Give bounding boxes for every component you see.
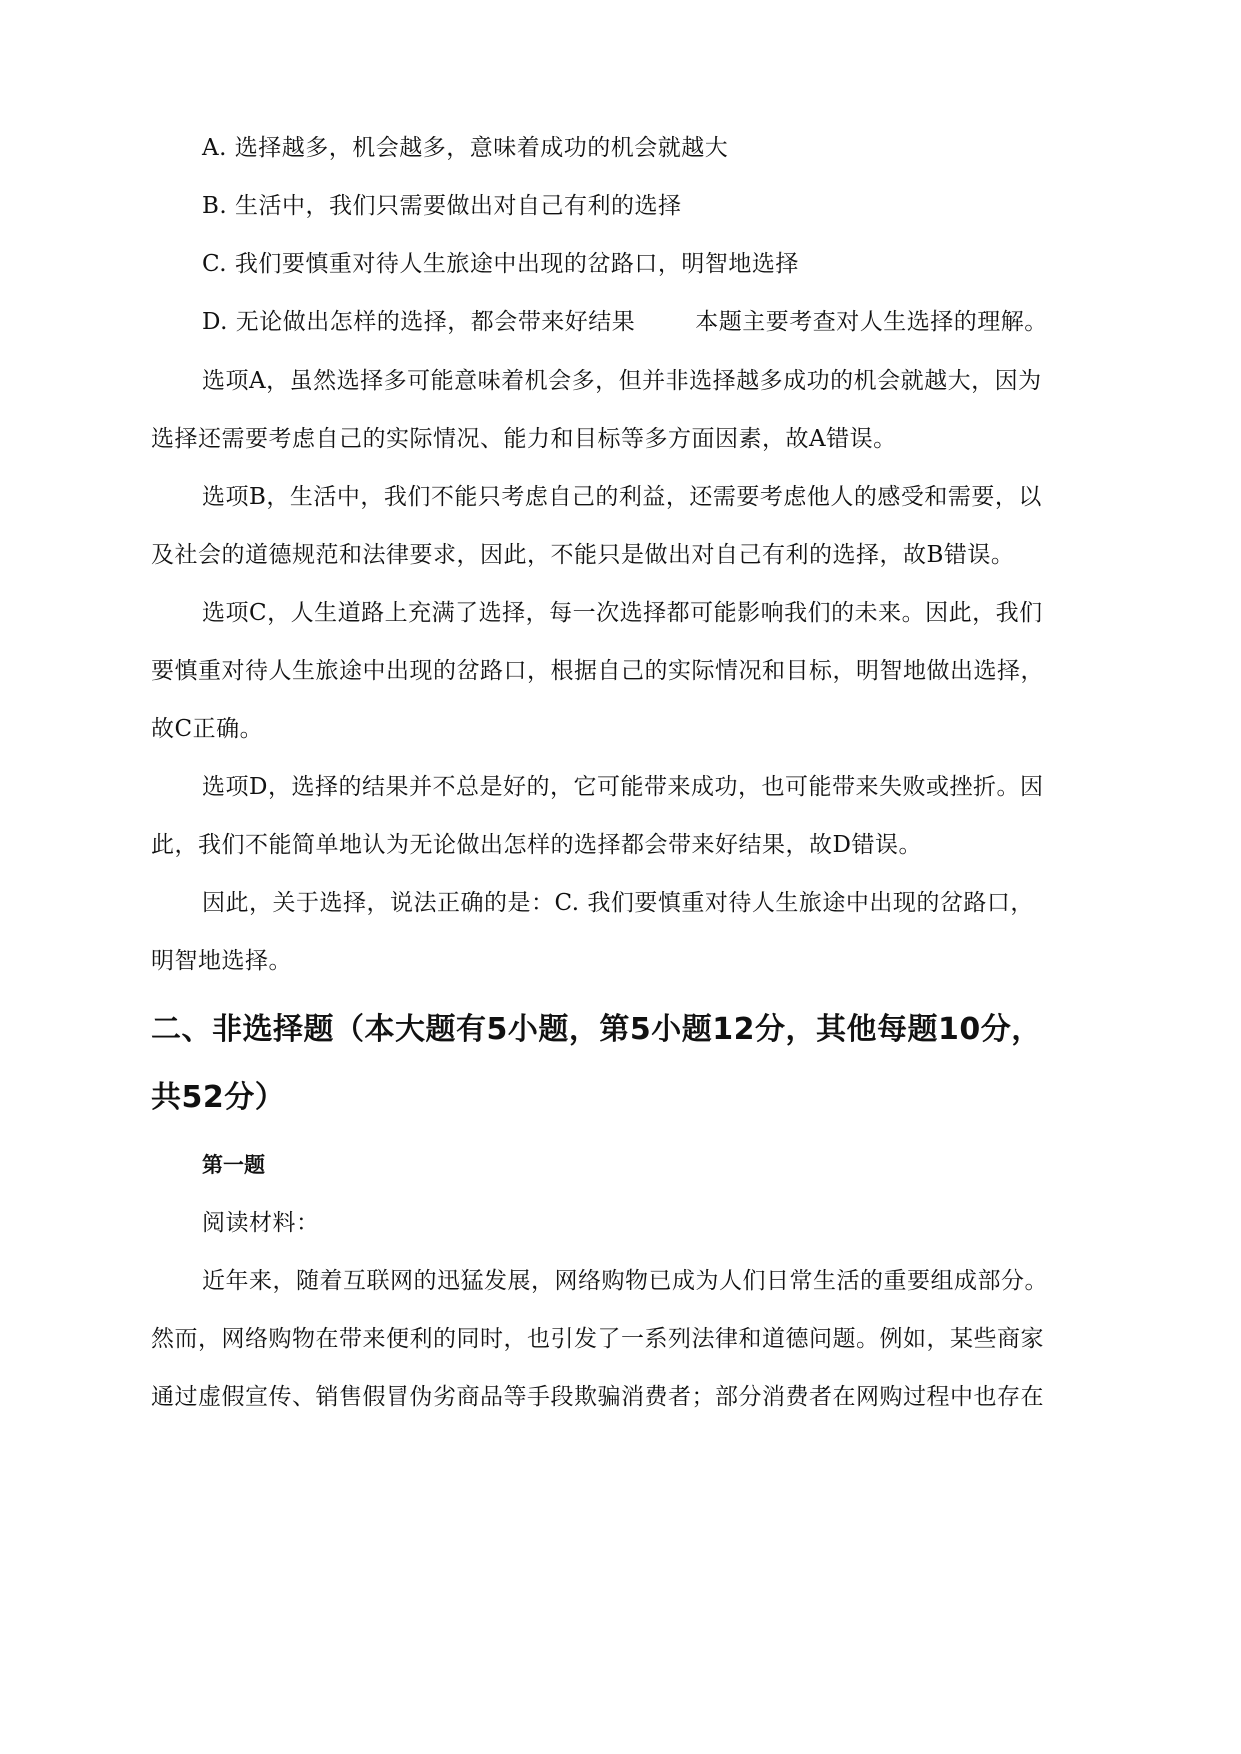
option-b: B. 生活中，我们只需要做出对自己有利的选择 <box>202 193 682 219</box>
material-line2: 然而，网络购物在带来便利的同时，也引发了一系列法律和道德问题。例如，某些商家 <box>151 1326 1044 1352</box>
material-line3: 通过虚假宣传、销售假冒伪劣商品等手段欺骗消费者；部分消费者在网购过程中也存在 <box>151 1384 1044 1410</box>
option-d-line <box>202 307 1048 337</box>
option-a: A. 选择越多，机会越多，意味着成功的机会就越大 <box>202 135 729 161</box>
conclusion-line1: 因此，关于选择，说法正确的是：C. 我们要慎重对待人生旅途中出现的岔路口， <box>202 890 1034 916</box>
option-d: D. 无论做出怎样的选择，都会带来好结果 <box>202 309 636 335</box>
section-heading-line1: 二、非选择题（本大题有5小题，第5小题12分，其他每题10分， <box>151 1012 1042 1047</box>
analysis-c-line3: 故C正确。 <box>151 716 264 742</box>
analysis-intro: 本题主要考查对人生选择的理解。 <box>695 309 1048 335</box>
analysis-c-line1: 选项C，人生道路上充满了选择，每一次选择都可能影响我们的未来。因此，我们 <box>202 600 1043 626</box>
analysis-b-line2: 及社会的道德规范和法律要求，因此，不能只是做出对自己有利的选择，故B错误。 <box>151 542 1015 568</box>
material-line1: 近年来，随着互联网的迅猛发展，网络购物已成为人们日常生活的重要组成部分。 <box>202 1268 1048 1294</box>
analysis-b-line1: 选项B，生活中，我们不能只考虑自己的利益，还需要考虑他人的感受和需要，以 <box>202 484 1042 510</box>
option-c: C. 我们要慎重对待人生旅途中出现的岔路口，明智地选择 <box>202 251 799 277</box>
analysis-d-line2: 此，我们不能简单地认为无论做出怎样的选择都会带来好结果，故D错误。 <box>151 832 922 858</box>
analysis-c-line2: 要慎重对待人生旅途中出现的岔路口，根据自己的实际情况和目标，明智地做出选择， <box>151 658 1044 684</box>
section-heading-line2: 共52分） <box>151 1080 286 1115</box>
reading-material-label: 阅读材料： <box>202 1210 320 1236</box>
analysis-d-line1: 选项D，选择的结果并不总是好的，它可能带来成功，也可能带来失败或挫折。因 <box>202 774 1044 800</box>
analysis-a-line2: 选择还需要考虑自己的实际情况、能力和目标等多方面因素，故A错误。 <box>151 426 897 452</box>
conclusion-line2: 明智地选择。 <box>151 948 292 974</box>
question-title: 第一题 <box>202 1153 265 1177</box>
analysis-a-line1: 选项A，虽然选择多可能意味着机会多，但并非选择越多成功的机会就越大，因为 <box>202 368 1042 394</box>
